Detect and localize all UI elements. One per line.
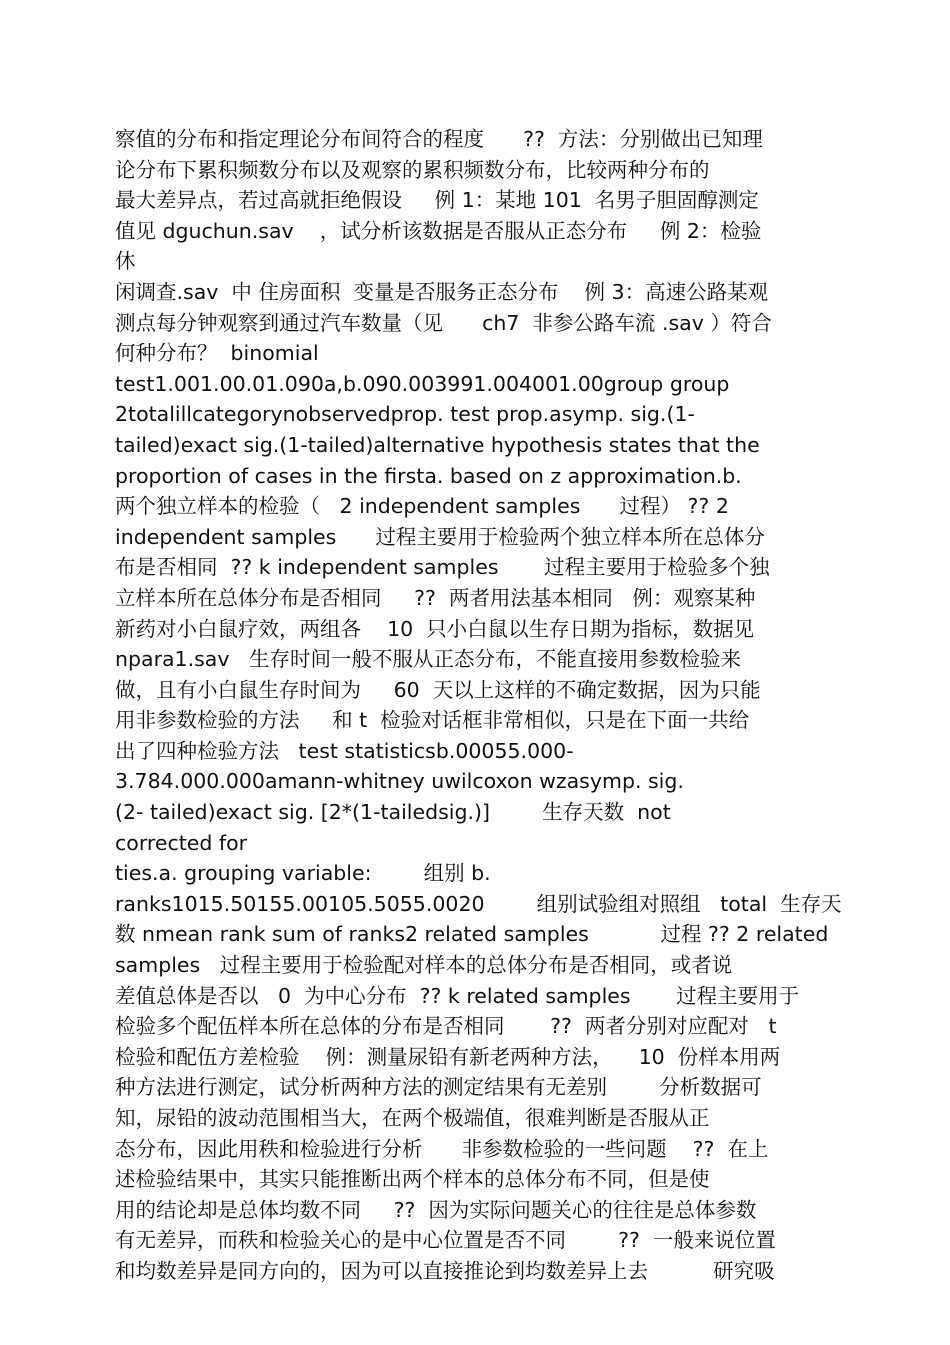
text-line: 差值总体是否以 0 为中心分布 ?? k related samples 过程主要用于 [115,983,800,1008]
text-line: 用非参数检验的方法 和 t 检验对话框非常相似，只是在下面一共给 [115,708,750,733]
text-line: 布是否相同 ?? k independent samples 过程主要用于检验多个独 [115,555,770,580]
text-line: independent samples 过程主要用于检验两个独立样本所在总体分 [115,524,765,549]
text-line: 述检验结果中，其实只能推断出两个样本的总体分布不同，但是使 [115,1167,710,1192]
text-line: 出了四种检验方法 test statisticsb.00055.000- [115,738,574,763]
text-line: 闲调查.sav 中 住房面积 变量是否服务正态分布 例 3：高速公路某观 [115,279,769,304]
text-line: 做，且有小白鼠生存时间为 60 天以上这样的不确定数据，因为只能 [115,677,761,702]
text-line: 和均数差异是同方向的，因为可以直接推论到均数差异上去 研究吸 [115,1258,775,1283]
text-line: 值见 dguchun.sav ，试分析该数据是否服从正态分布 例 2：检验 [115,218,762,243]
text-line: 检验和配伍方差检验 例：测量尿铅有新老两种方法， 10 份样本用两 [115,1044,781,1069]
text-line: proportion of cases in the firsta. based on z approximation.b. [115,463,742,488]
text-line: 种方法进行测定，试分析两种方法的测定结果有无差别 分析数据可 [115,1075,762,1100]
text-line: 数 nmean rank sum of ranks2 related samples 过程 ?? 2 related [115,922,829,947]
text-line: 新药对小白鼠疗效，两组各 10 只小白鼠以生存日期为指标，数据见 [115,616,755,641]
text-line: 知，尿铅的波动范围相当大，在两个极端值，很难判断是否服从正 [115,1106,710,1130]
text-line: 用的结论却是总体均数不同 ?? 因为实际问题关心的往往是总体参数 [115,1197,757,1222]
text-line: 论分布下累积频数分布以及观察的累积频数分布，比较两种分布的 [115,157,710,182]
text-line: ties.a. grouping variable: 组别 b. [115,861,491,886]
text-line: 两个独立样本的检验（ 2 independent samples 过程） ?? 2 [115,494,729,519]
text-line: 态分布，因此用秩和检验进行分析 非参数检验的一些问题 ?? 在上 [115,1136,769,1161]
text-line: samples 过程主要用于检验配对样本的总体分布是否相同，或者说 [115,953,733,978]
text-line: npara1.sav 生存时间一般不服从正态分布，不能直接用参数检验来 [115,647,742,672]
text-line: 立样本所在总体分布是否相同 ?? 两者用法基本相同 例：观察某种 [115,585,756,610]
text-line: 2totalillcategorynobservedprop. test prop.asymp. sig.(1- [115,402,695,427]
text-line: test1.001.00.01.090a,b.090.003991.004001.00group group [115,371,730,396]
text-line: 何种分布？ binomial [115,341,319,366]
text-line: corrected for [115,830,248,855]
text-line: 最大差异点，若过高就拒绝假设 例 1：某地 101 名男子胆固醇测定 [115,188,759,213]
text-line: 有无差异，而秩和检验关心的是中心位置是否不同 ?? 一般来说位置 [115,1228,776,1253]
text-line: 测点每分钟观察到通过汽车数量（见 ch7 非参公路车流 .sav ）符合 [115,310,772,335]
text-line: 察值的分布和指定理论分布间符合的程度 ?? 方法：分别做出已知理 [115,127,763,151]
text-line: (2- tailed)exact sig. [2*(1-tailedsig.)] 生存天数 not [115,800,671,825]
text-line: tailed)exact sig.(1-tailed)alternative hypothesis states that the [115,432,760,457]
document-body [115,124,885,1287]
text-line: 检验多个配伍样本所在总体的分布是否相同 ?? 两者分别对应配对 t [115,1014,777,1039]
text-line: ranks1015.50155.00105.5055.0020 组别试验组对照组 total 生存天 [115,891,842,916]
text-line: 3.784.000.000amann-whitney uwilcoxon wzasymp. sig. [115,769,684,794]
text-line: 休 [115,249,136,274]
